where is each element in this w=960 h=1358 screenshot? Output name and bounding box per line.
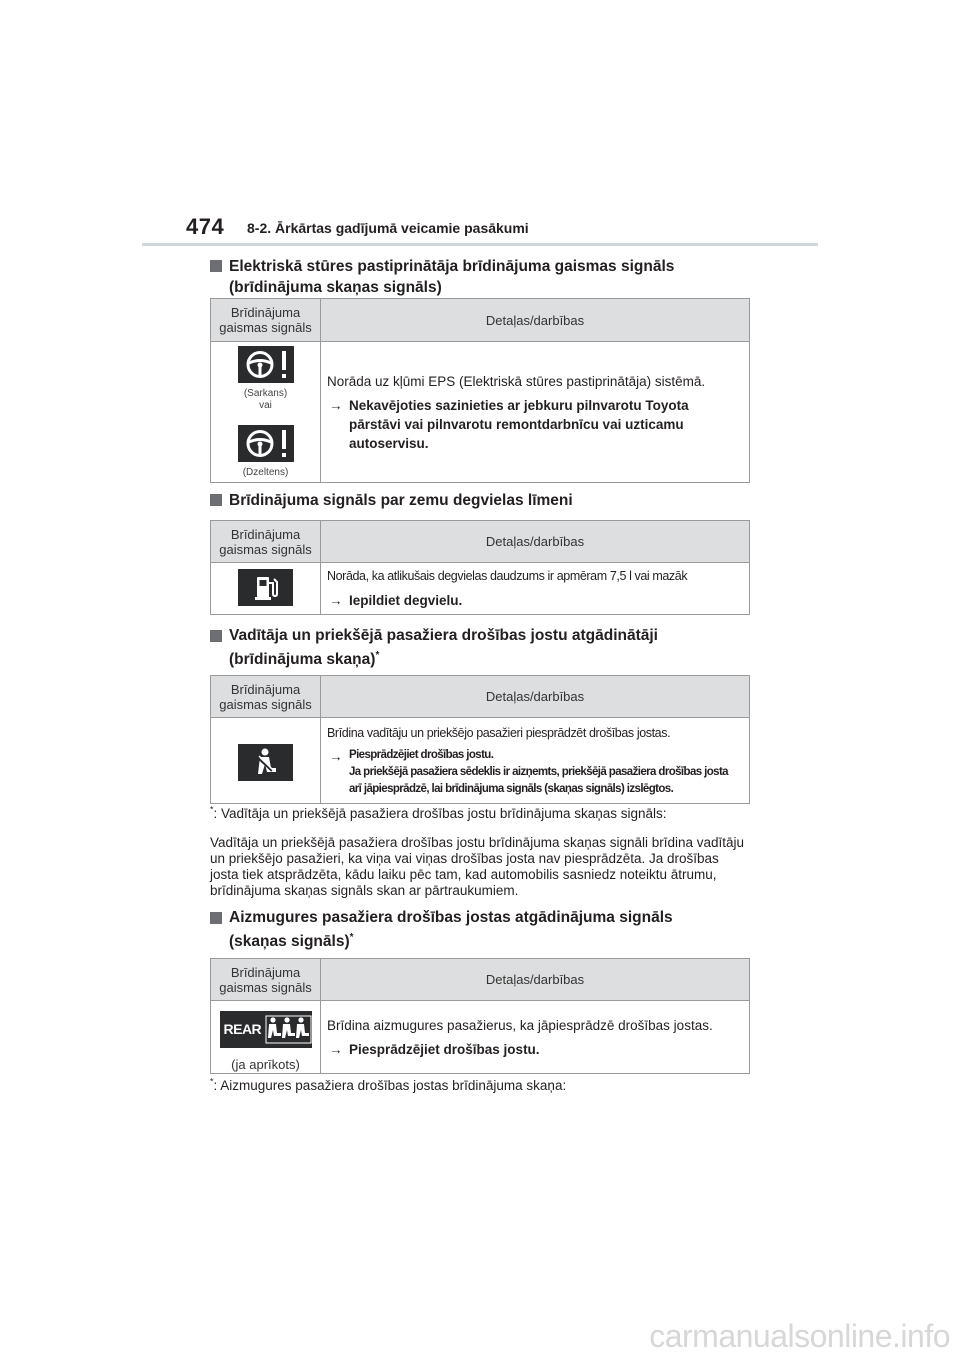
belt-action-line2: Ja priekšējā pasažiera sēdeklis ir aizņemts, priekšējā pasažiera drošības josta [349,765,728,778]
section-front-belt-title [210,624,658,672]
eps-detail-cell [321,342,750,483]
rear-belt-action-text: Piesprādzējiet drošības jostu. [349,1041,540,1057]
section-eps-title [210,256,674,298]
arrow-right-icon: → [329,748,343,764]
square-bullet-icon [210,260,222,272]
belt-detail-cell [321,718,750,804]
fuel-pump-icon [238,569,293,606]
square-bullet-icon [210,630,222,642]
arrow-right-icon: → [329,397,343,413]
section-title-line2: (brīdinājuma skaņas signāls) [229,279,442,296]
steering-warning-icon [238,346,294,383]
rear-label: REAR [223,1020,262,1037]
chapter-title: 8-2. Ārkārtas gadījumā veicamie pasākumi [247,220,529,236]
section-fuel-title [210,490,573,511]
eps-warning-table [210,298,750,483]
belt-action-line1: Piesprādzējiet drošības jostu. [349,748,494,761]
section-title-line2: (brīdinājuma skaņa)* [229,649,380,668]
section-title-line1: Aizmugures pasažiera drošības jostas atgādinājuma signāls [229,909,673,926]
eps-icon-cell [211,342,321,483]
rear-belt-detail-text: Brīdina aizmugures pasažierus, ka jāpiesprādzē drošības jostas. [327,1017,713,1033]
col-header-light: Brīdinājuma gaismas signāls [211,299,321,342]
eps-detail-text: Norāda uz kļūmi EPS (Elektriskā stūres pastiprinātāja) sistēmā. [327,373,706,389]
arrow-right-icon: → [329,593,343,608]
belt-detail-text: Brīdina vadītāju un priekšējo pasažieri piesprādzēt drošības jostas. [327,725,671,740]
watermark: carmanualsonline.info [649,1318,950,1354]
arrow-right-icon: → [329,1041,343,1057]
footnote-rear-belt: *: Aizmugures pasažiera drošības jostas brīdinājuma skaņa: [210,1076,567,1093]
fuel-action-text: Iepildiet degvielu. [349,593,463,608]
rear-belt-icon-cell [211,1001,321,1074]
section-title-line1: Elektriskā stūres pastiprinātāja brīdinājuma gaismas signāls [229,258,675,275]
header-divider [142,243,818,246]
square-bullet-icon [210,912,222,924]
rear-belt-warning-table [210,958,750,1074]
caption-yellow: (Dzeltens) [242,466,289,478]
section-rear-belt-title [210,906,673,954]
col-header-details: Detaļas/darbības [321,676,750,718]
footnote-front-belt: *: Vadītāja un priekšējā pasažiera drošības jostu brīdinājuma skaņas signāls: [210,804,667,821]
fuel-detail-text: Norāda, ka atlikušais degvielas daudzums ir apmēram 7,5 l vai mazāk [327,569,688,583]
caption-if-equipped: (ja aprīkots) [231,1056,300,1072]
col-header-light: Brīdinājuma gaismas signāls [211,521,321,563]
col-header-details: Detaļas/darbības [321,959,750,1001]
fuel-icon-cell [211,563,321,615]
section-title-line2: (skaņas signāls)* [229,931,354,950]
seatbelt-reminder-icon [238,744,293,781]
col-header-details: Detaļas/darbības [321,299,750,342]
rear-belt-detail-cell [321,1001,750,1074]
caption-or: vai [259,399,272,411]
col-header-light: Brīdinājuma gaismas signāls [211,676,321,718]
steering-warning-icon [238,425,294,462]
belt-action-line3: arī jāpiesprādzē, lai brīdinājuma signāls (skaņas signāls) izslēgtos. [349,782,674,795]
eps-action-text: Nekavējoties sazinieties ar jebkuru pilnvarotu Toyota pārstāvi vai pilnvarotu remontdarbnīcu vai uzticamu autoservisu. [349,397,689,451]
front-belt-warning-table [210,675,750,804]
square-bullet-icon [210,494,222,506]
fuel-detail-cell [321,563,750,615]
col-header-details: Detaļas/darbības [321,521,750,563]
body-paragraph: Vadītāja un priekšējā pasažiera drošības jostu brīdinājuma skaņas signāli brīdina vadītāju un priekšējo pasažieri, ka viņa vai viņas drošības josta nav piesprādzēta. Ja drošības josta tiek atsprādzēta, kādu laiku pēc tam, kad automobilis sasniedz noteiktu ātrumu, brīdinājuma skaņas signāls skan ar pārtraukumiem. [210,835,745,898]
page-number: 474 [186,214,225,239]
col-header-light: Brīdinājuma gaismas signāls [211,959,321,1001]
fuel-warning-table [210,520,750,615]
section-title: Brīdinājuma signāls par zemu degvielas līmeni [229,492,573,509]
rear-seatbelt-icon [220,1011,312,1048]
section-title-line1: Vadītāja un priekšējā pasažiera drošības jostu atgādinātāji [229,627,658,644]
caption-red: (Sarkans) [243,387,288,399]
belt-icon-cell [211,718,321,804]
